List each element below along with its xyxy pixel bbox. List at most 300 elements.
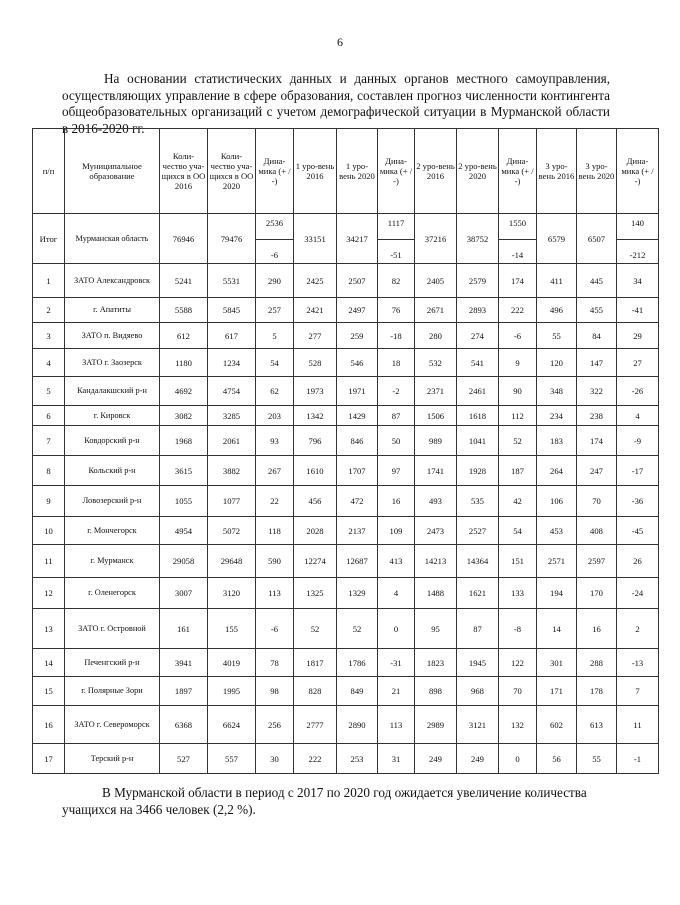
table-cell: 97	[378, 456, 415, 486]
region-name: ЗАТО г. Заозерск	[65, 349, 160, 377]
row-number: 14	[33, 649, 65, 677]
table-cell: 2061	[208, 426, 256, 456]
split-cell	[499, 214, 537, 264]
table-cell: 84	[577, 323, 617, 349]
table-cell: 147	[577, 349, 617, 377]
table-cell: 50	[378, 426, 415, 456]
header-cell: п/п	[33, 129, 65, 214]
table-cell: 2028	[294, 517, 337, 545]
table-cell: 557	[208, 744, 256, 774]
table-cell: 78	[256, 649, 294, 677]
table-cell: 76	[378, 298, 415, 323]
table-cell: 6368	[160, 706, 208, 744]
region-name: Ковдорский р-н	[65, 426, 160, 456]
table-cell: 27	[617, 349, 659, 377]
table-cell: 2671	[415, 298, 457, 323]
table-cell: -2	[378, 377, 415, 406]
table-cell: 1928	[457, 456, 499, 486]
header-cell: Коли-чество уча-щихся в ОО 2016	[160, 129, 208, 214]
table-cell: 16	[378, 486, 415, 517]
row-number: 9	[33, 486, 65, 517]
table-cell: 14213	[415, 545, 457, 578]
table-cell: 445	[577, 264, 617, 298]
split-divider	[378, 239, 414, 240]
split-bottom: -6	[270, 250, 279, 260]
region-name: ЗАТО г. Североморск	[65, 706, 160, 744]
table-cell: 411	[537, 264, 577, 298]
table-cell: 3285	[208, 406, 256, 426]
split-top: 140	[631, 218, 644, 228]
table-cell: 55	[577, 744, 617, 774]
table-cell: 322	[577, 377, 617, 406]
table-cell: -41	[617, 298, 659, 323]
table-cell: 118	[256, 517, 294, 545]
table-cell: 828	[294, 677, 337, 706]
table-cell: 31	[378, 744, 415, 774]
table-row	[33, 426, 659, 456]
total-row	[33, 214, 659, 264]
table-cell: 1077	[208, 486, 256, 517]
table-cell: 3121	[457, 706, 499, 744]
table-row	[33, 264, 659, 298]
table-cell: 846	[337, 426, 378, 456]
table-cell: 22	[256, 486, 294, 517]
table-cell: 2507	[337, 264, 378, 298]
table-cell: 55	[537, 323, 577, 349]
region-name: г. Полярные Зори	[65, 677, 160, 706]
table-cell: 106	[537, 486, 577, 517]
table-cell: -6	[256, 609, 294, 649]
table-cell: -24	[617, 578, 659, 609]
table-cell: 249	[457, 744, 499, 774]
table-cell: 453	[537, 517, 577, 545]
total-region-name: Мурманская область	[65, 214, 160, 264]
table-cell: 247	[577, 456, 617, 486]
table-row	[33, 649, 659, 677]
table-cell: 259	[337, 323, 378, 349]
table-cell: 2527	[457, 517, 499, 545]
row-number: 10	[33, 517, 65, 545]
row-number: 1	[33, 264, 65, 298]
table-cell: 602	[537, 706, 577, 744]
table-cell: 256	[256, 706, 294, 744]
table-cell: 2571	[537, 545, 577, 578]
table-cell: 1041	[457, 426, 499, 456]
table-cell: 3120	[208, 578, 256, 609]
table-cell: 3007	[160, 578, 208, 609]
table-cell: 2579	[457, 264, 499, 298]
table-cell: 170	[577, 578, 617, 609]
table-cell: 70	[577, 486, 617, 517]
table-cell: 2371	[415, 377, 457, 406]
table-cell: 989	[415, 426, 457, 456]
table-row	[33, 706, 659, 744]
row-number: 15	[33, 677, 65, 706]
table-cell: 132	[499, 706, 537, 744]
table-cell: 194	[537, 578, 577, 609]
table-cell: 264	[537, 456, 577, 486]
table-cell: 249	[415, 744, 457, 774]
table-cell: 472	[337, 486, 378, 517]
region-name: г. Апатиты	[65, 298, 160, 323]
table-cell: 87	[457, 609, 499, 649]
table-cell: 122	[499, 649, 537, 677]
table-cell: 52	[499, 426, 537, 456]
table-cell: 348	[537, 377, 577, 406]
page-number: 6	[337, 35, 343, 49]
table-cell: 849	[337, 677, 378, 706]
region-name: г. Мончегорск	[65, 517, 160, 545]
table-cell: 203	[256, 406, 294, 426]
row-number: 13	[33, 609, 65, 649]
table-row	[33, 744, 659, 774]
table-row	[33, 486, 659, 517]
table-cell: 257	[256, 298, 294, 323]
table-cell: 26	[617, 545, 659, 578]
table-cell: 6624	[208, 706, 256, 744]
table-cell: 1897	[160, 677, 208, 706]
table-cell: 14364	[457, 545, 499, 578]
table-cell: 5531	[208, 264, 256, 298]
table-cell: 155	[208, 609, 256, 649]
table-cell: 301	[537, 649, 577, 677]
table-cell: 1823	[415, 649, 457, 677]
table-cell: 34217	[337, 214, 378, 264]
table-cell: 222	[294, 744, 337, 774]
table-cell: 1945	[457, 649, 499, 677]
table-cell: 5845	[208, 298, 256, 323]
table-cell: 42	[499, 486, 537, 517]
table-cell: 1342	[294, 406, 337, 426]
table-cell: 413	[378, 545, 415, 578]
table-cell: 14	[537, 609, 577, 649]
table-cell: 1741	[415, 456, 457, 486]
table-row	[33, 517, 659, 545]
split-top: 1550	[508, 218, 527, 228]
table-cell: 0	[378, 609, 415, 649]
table-cell: -36	[617, 486, 659, 517]
header-cell: Коли-чество уча-щихся в ОО 2020	[208, 129, 256, 214]
table-cell: 493	[415, 486, 457, 517]
region-name: г. Оленегорск	[65, 578, 160, 609]
table-cell: 178	[577, 677, 617, 706]
table-cell: 496	[537, 298, 577, 323]
header-cell: Дина-мика (+ / -)	[617, 129, 659, 214]
table-cell: -18	[378, 323, 415, 349]
table-cell: 290	[256, 264, 294, 298]
row-number: 3	[33, 323, 65, 349]
table-cell: 151	[499, 545, 537, 578]
table-cell: 34	[617, 264, 659, 298]
table-cell: 187	[499, 456, 537, 486]
split-divider	[499, 239, 536, 240]
table-cell: 52	[337, 609, 378, 649]
table-cell: 79476	[208, 214, 256, 264]
header-cell: 2 уро-вень 2020	[457, 129, 499, 214]
table-cell: -1	[617, 744, 659, 774]
region-name: Ловозерский р-н	[65, 486, 160, 517]
table-cell: 535	[457, 486, 499, 517]
table-cell: 6579	[537, 214, 577, 264]
table-row	[33, 677, 659, 706]
table-row	[33, 456, 659, 486]
split-divider	[256, 239, 293, 240]
row-number: 11	[33, 545, 65, 578]
split-divider	[617, 239, 658, 240]
table-cell: 56	[537, 744, 577, 774]
table-cell: 183	[537, 426, 577, 456]
table-cell: -26	[617, 377, 659, 406]
table-cell: 0	[499, 744, 537, 774]
header-cell: Дина-мика (+ / -)	[256, 129, 294, 214]
table-cell: 174	[577, 426, 617, 456]
table-cell: 112	[499, 406, 537, 426]
header-cell: Муниципальное образование	[65, 129, 160, 214]
split-top: 2536	[265, 218, 284, 228]
table-cell: 9	[499, 349, 537, 377]
table-cell: 113	[378, 706, 415, 744]
region-name: Терский р-н	[65, 744, 160, 774]
table-cell: 238	[577, 406, 617, 426]
table-cell: 38752	[457, 214, 499, 264]
table-row	[33, 406, 659, 426]
table-cell: 2473	[415, 517, 457, 545]
table-cell: 1488	[415, 578, 457, 609]
table-cell: 120	[537, 349, 577, 377]
header-cell: Дина-мика (+ / -)	[378, 129, 415, 214]
split-bottom: -14	[511, 250, 524, 260]
table-cell: 1618	[457, 406, 499, 426]
table-cell: 5241	[160, 264, 208, 298]
split-cell	[256, 214, 294, 264]
table-cell: 18	[378, 349, 415, 377]
table-row	[33, 545, 659, 578]
forecast-table	[32, 128, 659, 774]
table-cell: 33151	[294, 214, 337, 264]
table-cell: 4019	[208, 649, 256, 677]
table-cell: 12274	[294, 545, 337, 578]
table-cell: 2597	[577, 545, 617, 578]
table-cell: 174	[499, 264, 537, 298]
table-cell: 30	[256, 744, 294, 774]
table-cell: 82	[378, 264, 415, 298]
table-cell: 2989	[415, 706, 457, 744]
table-cell: 29058	[160, 545, 208, 578]
header-cell: 3 уро-вень 2020	[577, 129, 617, 214]
table-cell: -45	[617, 517, 659, 545]
table-cell: -6	[499, 323, 537, 349]
row-number: 12	[33, 578, 65, 609]
split-cell	[378, 214, 415, 264]
table-row	[33, 609, 659, 649]
table-cell: 541	[457, 349, 499, 377]
table-cell: 29	[617, 323, 659, 349]
table-cell: -13	[617, 649, 659, 677]
table-cell: 2425	[294, 264, 337, 298]
header-cell: 1 уро-вень 2016	[294, 129, 337, 214]
region-name: ЗАТО Александровск	[65, 264, 160, 298]
table-cell: 133	[499, 578, 537, 609]
table-cell: -9	[617, 426, 659, 456]
table-cell: 2405	[415, 264, 457, 298]
table-cell: 1234	[208, 349, 256, 377]
row-number: 4	[33, 349, 65, 377]
table-cell: 3615	[160, 456, 208, 486]
table-cell: 613	[577, 706, 617, 744]
table-cell: 267	[256, 456, 294, 486]
table-cell: 3882	[208, 456, 256, 486]
table-cell: 1707	[337, 456, 378, 486]
table-cell: 280	[415, 323, 457, 349]
split-bottom: -51	[390, 250, 402, 260]
table-cell: 4	[378, 578, 415, 609]
table-cell: 2777	[294, 706, 337, 744]
region-name: г. Кировск	[65, 406, 160, 426]
table-cell: 7	[617, 677, 659, 706]
table-cell: 5588	[160, 298, 208, 323]
table-cell: 1429	[337, 406, 378, 426]
row-number: 2	[33, 298, 65, 323]
table-row	[33, 377, 659, 406]
header-row	[33, 129, 659, 214]
table-cell: 4954	[160, 517, 208, 545]
table-cell: 590	[256, 545, 294, 578]
table-cell: 1995	[208, 677, 256, 706]
header-cell: Дина-мика (+ / -)	[499, 129, 537, 214]
total-label: Итог	[33, 214, 65, 264]
table-cell: 2461	[457, 377, 499, 406]
table-cell: 4754	[208, 377, 256, 406]
table-cell: 70	[499, 677, 537, 706]
table-cell: 5	[256, 323, 294, 349]
row-number: 6	[33, 406, 65, 426]
intro-paragraph: На основании статистических данных и данных органов местного самоуправления, осуществляющих управление в сфере образования, составлен прогноз численности контингента общеобразовательных организаций с учетом демографической ситуации в Мурманской области в 2016-2020 гг.	[62, 71, 610, 136]
table-cell: 528	[294, 349, 337, 377]
table-cell: 222	[499, 298, 537, 323]
row-number: 7	[33, 426, 65, 456]
table-cell: 1786	[337, 649, 378, 677]
row-number: 8	[33, 456, 65, 486]
table-cell: -17	[617, 456, 659, 486]
table-cell: 11	[617, 706, 659, 744]
table-cell: 1817	[294, 649, 337, 677]
table-cell: 4	[617, 406, 659, 426]
table-cell: 274	[457, 323, 499, 349]
table-cell: 1621	[457, 578, 499, 609]
table-cell: 234	[537, 406, 577, 426]
split-bottom: -212	[629, 250, 646, 260]
table-cell: 54	[499, 517, 537, 545]
table-cell: 87	[378, 406, 415, 426]
table-cell: 253	[337, 744, 378, 774]
table-cell: 3082	[160, 406, 208, 426]
table-cell: -31	[378, 649, 415, 677]
table-row	[33, 349, 659, 377]
table-cell: 2497	[337, 298, 378, 323]
header-cell: 1 уро-вень 2020	[337, 129, 378, 214]
header-cell: 3 уро-вень 2016	[537, 129, 577, 214]
table-cell: 95	[415, 609, 457, 649]
table-cell: 12687	[337, 545, 378, 578]
region-name: ЗАТО п. Видяево	[65, 323, 160, 349]
table-cell: 109	[378, 517, 415, 545]
split-cell	[617, 214, 659, 264]
table-cell: 1973	[294, 377, 337, 406]
table-cell: 968	[457, 677, 499, 706]
table-cell: 546	[337, 349, 378, 377]
closing-paragraph: В Мурманской области в период с 2017 по 2020 год ожидается увеличение количества учащихся на 3466 человек (2,2 %).	[62, 785, 587, 818]
split-top: 1117	[387, 218, 405, 228]
table-cell: 113	[256, 578, 294, 609]
table-cell: 16	[577, 609, 617, 649]
table-cell: 52	[294, 609, 337, 649]
region-name: г. Мурманск	[65, 545, 160, 578]
table-cell: 54	[256, 349, 294, 377]
table-cell: 5072	[208, 517, 256, 545]
table-cell: 1506	[415, 406, 457, 426]
table-cell: 6507	[577, 214, 617, 264]
table-cell: -8	[499, 609, 537, 649]
table-cell: 612	[160, 323, 208, 349]
row-number: 16	[33, 706, 65, 744]
table-cell: 21	[378, 677, 415, 706]
row-number: 17	[33, 744, 65, 774]
table-cell: 29648	[208, 545, 256, 578]
table-row	[33, 298, 659, 323]
table-cell: 37216	[415, 214, 457, 264]
row-number: 5	[33, 377, 65, 406]
table-cell: 1055	[160, 486, 208, 517]
table-cell: 288	[577, 649, 617, 677]
table-cell: 456	[294, 486, 337, 517]
table-cell: 2421	[294, 298, 337, 323]
table-cell: 3941	[160, 649, 208, 677]
table-cell: 171	[537, 677, 577, 706]
table-cell: 455	[577, 298, 617, 323]
table-cell: 76946	[160, 214, 208, 264]
table-cell: 2137	[337, 517, 378, 545]
region-name: Кандалакшский р-н	[65, 377, 160, 406]
table-cell: 277	[294, 323, 337, 349]
region-name: ЗАТО г. Островной	[65, 609, 160, 649]
table-cell: 1180	[160, 349, 208, 377]
table-cell: 2	[617, 609, 659, 649]
table-cell: 161	[160, 609, 208, 649]
table-cell: 898	[415, 677, 457, 706]
table-cell: 532	[415, 349, 457, 377]
table-cell: 796	[294, 426, 337, 456]
table-cell: 93	[256, 426, 294, 456]
table-cell: 527	[160, 744, 208, 774]
table-cell: 2890	[337, 706, 378, 744]
table-cell: 1971	[337, 377, 378, 406]
region-name: Кольский р-н	[65, 456, 160, 486]
table-cell: 98	[256, 677, 294, 706]
table-cell: 408	[577, 517, 617, 545]
table-cell: 2893	[457, 298, 499, 323]
table-cell: 90	[499, 377, 537, 406]
table-row	[33, 323, 659, 349]
table-cell: 1329	[337, 578, 378, 609]
header-cell: 2 уро-вень 2016	[415, 129, 457, 214]
region-name: Печенгский р-н	[65, 649, 160, 677]
table-row	[33, 578, 659, 609]
table-cell: 617	[208, 323, 256, 349]
table-cell: 1968	[160, 426, 208, 456]
table-cell: 1610	[294, 456, 337, 486]
table-cell: 1325	[294, 578, 337, 609]
table-cell: 62	[256, 377, 294, 406]
